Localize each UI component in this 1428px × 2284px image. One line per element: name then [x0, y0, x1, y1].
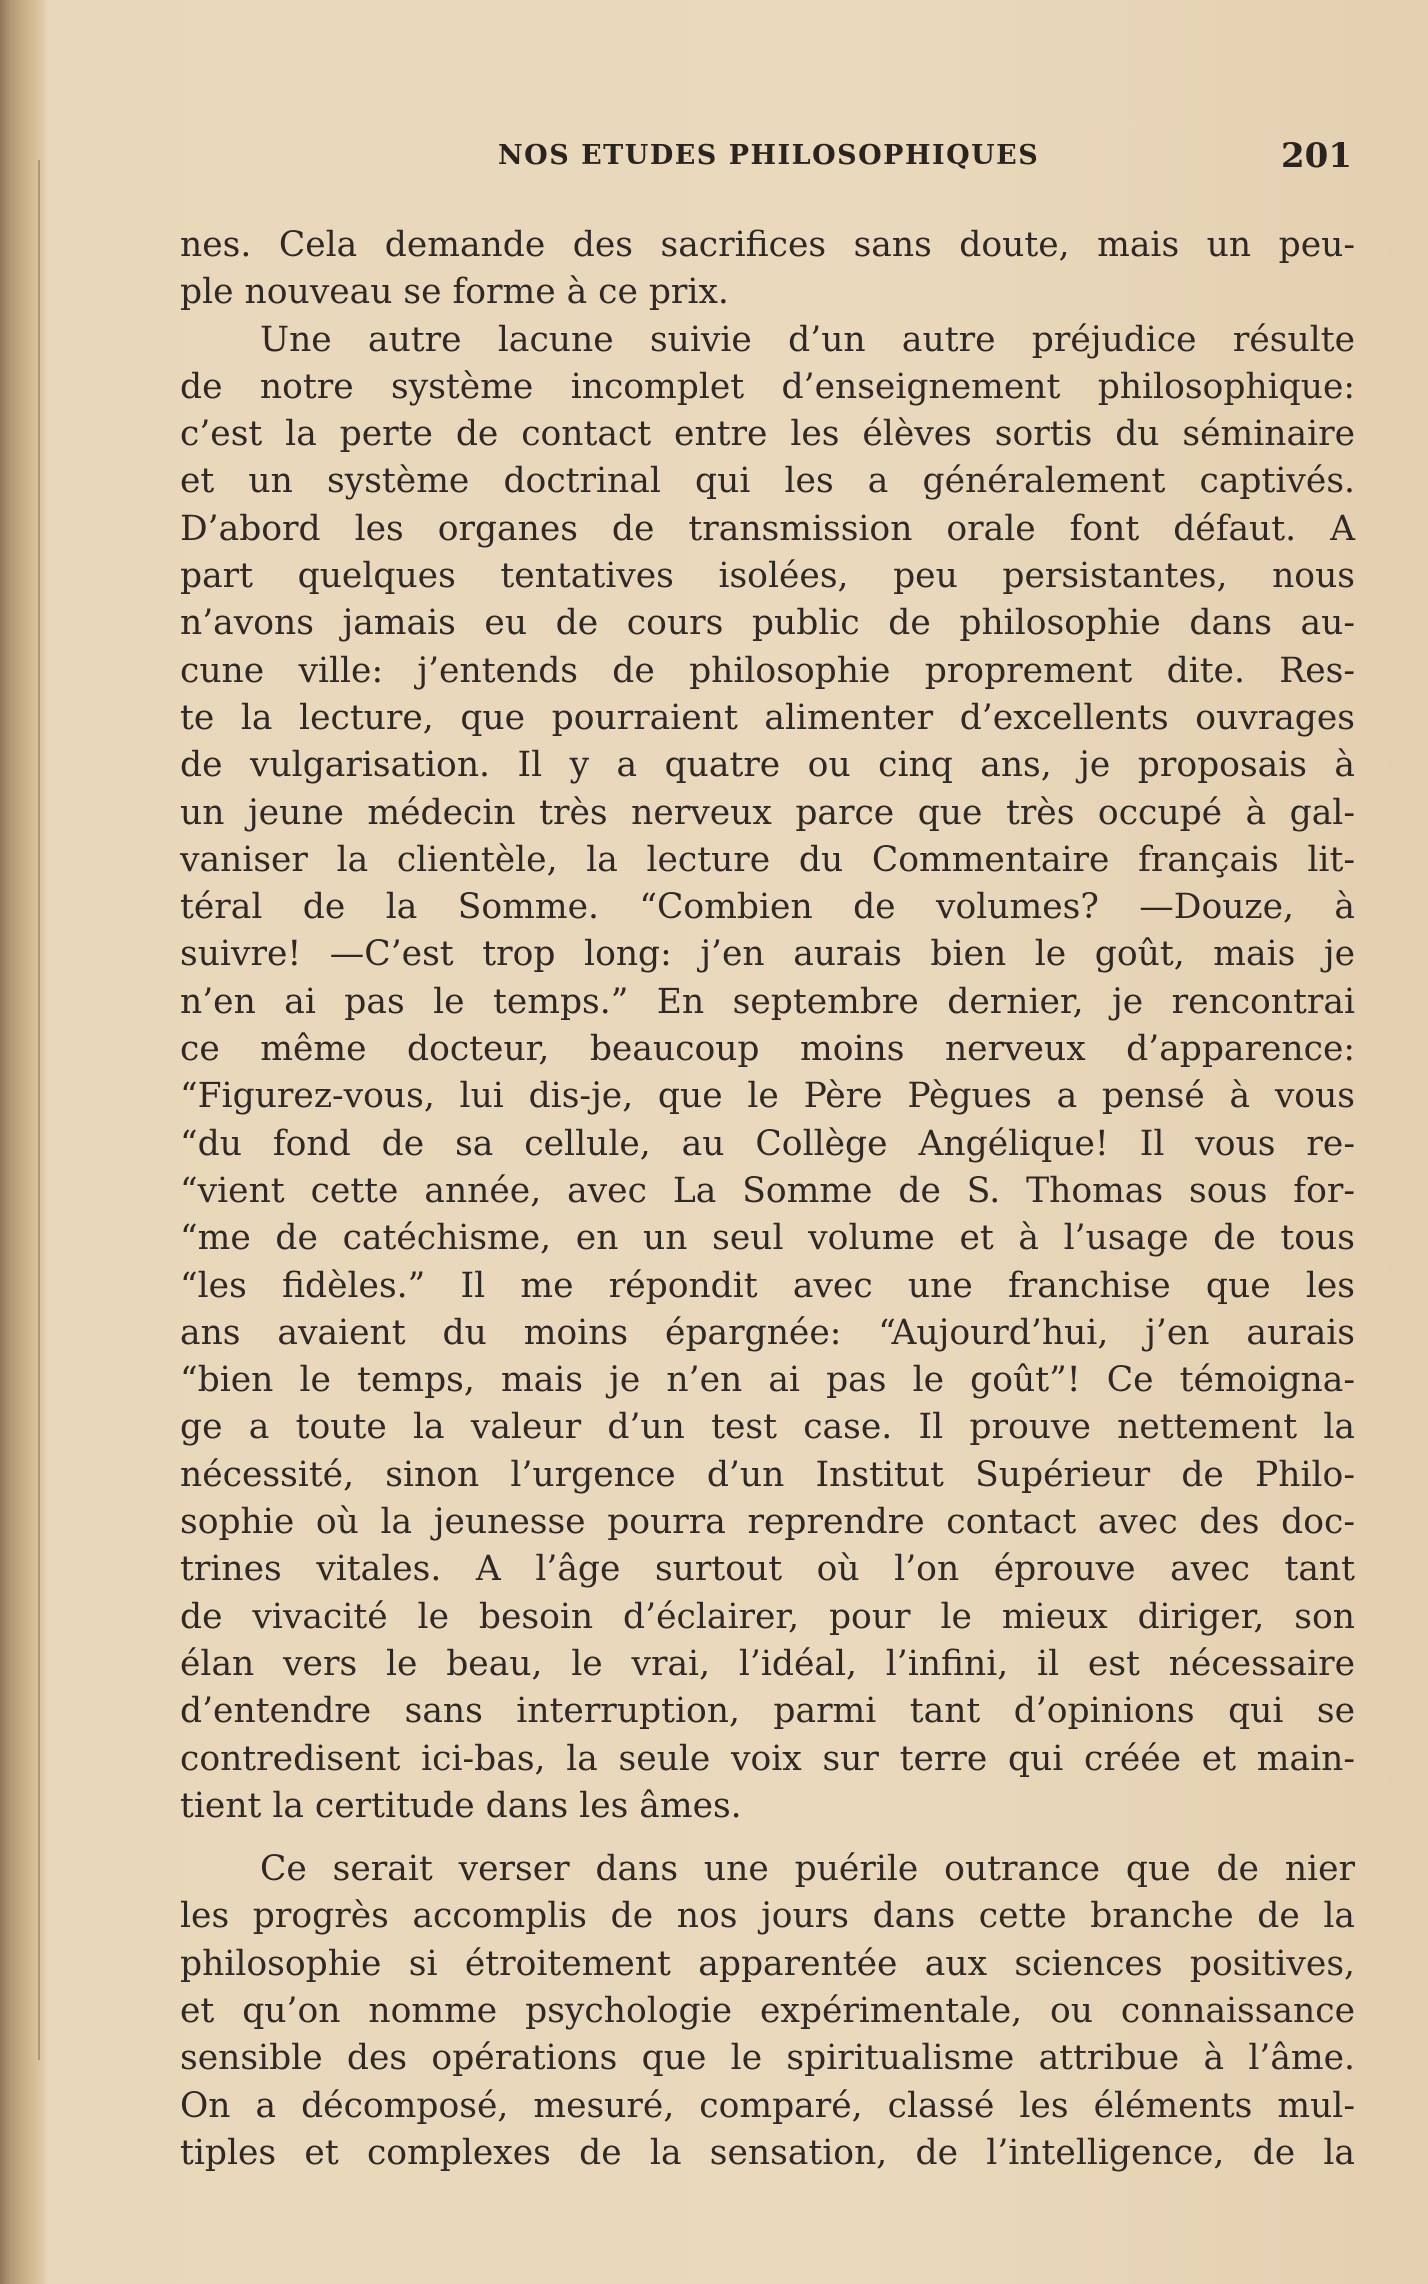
- text-line: et un système doctrinal qui les a généralement captivés.: [180, 461, 1355, 502]
- text-line: nes. Cela demande des sacrifices sans doute, mais un peu-: [180, 225, 1355, 265]
- text-line: “du fond de sa cellule, au Collège Angélique! Il vous re-: [180, 1123, 1355, 1164]
- text-line: sophie où la jeunesse pourra reprendre contact avec des doc-: [180, 1502, 1355, 1543]
- text-line: tient la certitude dans les âmes.: [180, 1785, 742, 1826]
- text-line: part quelques tentatives isolées, peu persistantes, nous: [180, 556, 1355, 597]
- page-number: 201: [1281, 136, 1352, 176]
- text-line: cune ville: j’entends de philosophie proprement dite. Res-: [180, 650, 1355, 691]
- text-line: d’entendre sans interruption, parmi tant d’opinions qui se: [180, 1691, 1355, 1732]
- text-line: ge a toute la valeur d’un test case. Il prouve nettement la: [180, 1407, 1355, 1448]
- paragraph-gap: [180, 1830, 1355, 1846]
- text-line: les progrès accomplis de nos jours dans cette branche de la: [180, 1896, 1355, 1937]
- text-line: contredisent ici-bas, la seule voix sur terre qui créée et main-: [180, 1738, 1355, 1779]
- text-line: “bien le temps, mais je n’en ai pas le goût”! Ce témoigna-: [180, 1360, 1355, 1401]
- text-line: c’est la perte de contact entre les élèves sortis du séminaire: [180, 414, 1355, 455]
- text-line: de notre système incomplet d’enseignement philosophique:: [180, 366, 1355, 407]
- text-line: ans avaient du moins épargnée: “Aujourd’hui, j’en aurais: [180, 1312, 1355, 1353]
- text-line: n’avons jamais eu de cours public de philosophie dans au-: [180, 603, 1355, 644]
- text-line: Une autre lacune suivie d’un autre préjudice résulte: [260, 319, 1355, 360]
- text-line: nécessité, sinon l’urgence d’un Institut Supérieur de Philo-: [180, 1454, 1355, 1495]
- text-line: suivre! —C’est trop long: j’en aurais bien le goût, mais je: [180, 934, 1355, 975]
- text-line: “me de catéchisme, en un seul volume et à l’usage de tous: [180, 1218, 1355, 1259]
- text-line: “les fidèles.” Il me répondit avec une franchise que les: [180, 1265, 1355, 1306]
- paragraph: [180, 317, 1355, 1831]
- running-head-title: NOS ETUDES PHILOSOPHIQUES: [498, 140, 1040, 171]
- paragraph: [180, 1846, 1355, 2177]
- text-line: et qu’on nomme psychologie expérimentale, ou connaissance: [180, 1990, 1355, 2031]
- paragraph: [180, 222, 1355, 317]
- text-line: de vulgarisation. Il y a quatre ou cinq ans, je proposais à: [180, 745, 1355, 786]
- binding-crease: [38, 160, 40, 2060]
- text-line: “vient cette année, avec La Somme de S. Thomas sous for-: [180, 1170, 1355, 1211]
- text-line: de vivacité le besoin d’éclairer, pour le mieux diriger, son: [180, 1596, 1355, 1637]
- text-line: sensible des opérations que le spiritualisme attribue à l’âme.: [180, 2038, 1355, 2079]
- text-line: vaniser la clientèle, la lecture du Commentaire français lit-: [180, 839, 1355, 880]
- text-line: D’abord les organes de transmission orale font défaut. A: [180, 508, 1355, 549]
- text-line: trines vitales. A l’âge surtout où l’on éprouve avec tant: [180, 1549, 1355, 1590]
- text-line: n’en ai pas le temps.” En septembre dernier, je rencontrai: [180, 981, 1355, 1022]
- text-line: “Figurez-vous, lui dis-je, que le Père Pègues a pensé à vous: [180, 1076, 1355, 1117]
- page-binding-shadow: [0, 0, 48, 2284]
- text-line: téral de la Somme. “Combien de volumes? —Douze, à: [180, 887, 1355, 928]
- text-line: On a décomposé, mesuré, comparé, classé les éléments mul-: [180, 2085, 1355, 2126]
- text-line: ce même docteur, beaucoup moins nerveux d’apparence:: [180, 1029, 1355, 1070]
- text-line: philosophie si étroitement apparentée aux sciences positives,: [180, 1943, 1355, 1984]
- text-line: ple nouveau se forme à ce prix.: [180, 272, 729, 313]
- body-text: [180, 222, 1355, 2177]
- running-head: [190, 136, 1360, 180]
- text-line: un jeune médecin très nerveux parce que très occupé à gal-: [180, 792, 1355, 833]
- text-line: Ce serait verser dans une puérile outrance que de nier: [260, 1849, 1355, 1890]
- text-line: élan vers le beau, le vrai, l’idéal, l’infini, il est nécessaire: [180, 1643, 1355, 1684]
- text-line: tiples et complexes de la sensation, de l’intelligence, de la: [180, 2132, 1355, 2173]
- text-line: te la lecture, que pourraient alimenter d’excellents ouvrages: [180, 697, 1355, 738]
